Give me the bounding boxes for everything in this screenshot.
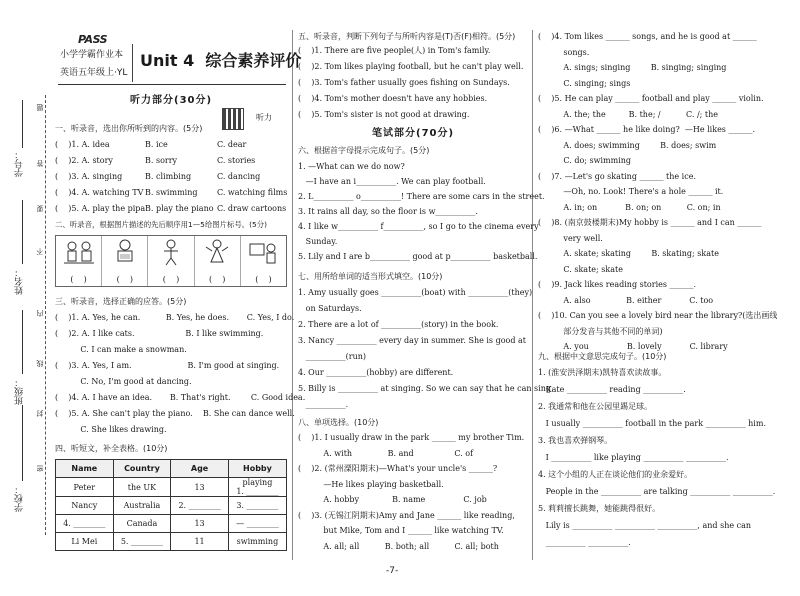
section-6-title: 六、根据首字母提示完成句子。(5分) <box>298 146 430 155</box>
class-field[interactable] <box>22 310 23 374</box>
table-cell[interactable]: 5. ________ <box>113 533 171 551</box>
question-line: 1. (淮安洪泽期末)凯特喜欢读故事。 <box>538 368 667 377</box>
name-field[interactable] <box>22 200 23 264</box>
kids-drawing-icon <box>62 238 96 268</box>
school-label: 学校： <box>15 485 25 512</box>
question-line: ( )2. (常州溧阳期末)—What's your uncle's ______? <box>298 464 498 473</box>
question-line: ( )1. A. Yes, he can. B. Yes, he does. C. Yes, I do. <box>55 313 295 322</box>
option-b: B. play the piano <box>145 204 214 213</box>
picture-4 <box>195 236 241 286</box>
question-line: 2. There are a lot of __________(story) in the book. <box>298 320 499 329</box>
question-line: I usually __________ football in the park __________ him. <box>538 419 766 428</box>
girl-dancing-icon <box>200 238 234 268</box>
question-line: ( )4. Tom likes ______ songs, and he is good at ______ <box>538 32 757 41</box>
table-cell[interactable]: 3. ________ <box>228 497 286 515</box>
table-cell[interactable]: — ________ <box>228 515 286 533</box>
picture-blank[interactable]: ( ) <box>255 274 272 284</box>
option-b: B. ice <box>145 140 168 149</box>
table-cell: Li Mei <box>56 533 114 551</box>
table-row <box>56 533 287 551</box>
question-line: 3. Nancy __________ every day in summer. She is good at <box>298 336 526 345</box>
table-row <box>56 497 287 515</box>
question-line: __________. <box>298 400 349 409</box>
header-rule <box>58 84 286 85</box>
question-line: 5. 莉莉擅长跳舞，她能跳得很好。 <box>538 504 661 513</box>
table-cell: 13 <box>171 478 229 497</box>
question-line: A. hobby B. name C. job <box>298 495 487 504</box>
question-line: 3. It rains all day, so the floor is w__________. <box>298 207 478 216</box>
option-b: B. climbing <box>145 172 192 181</box>
question-line: 4. 这个小组的人正在谈论他们的业余爱好。 <box>538 470 693 479</box>
column-header: Name <box>56 460 114 478</box>
question-line: but Mike, Tom and I ______ like watching TV. <box>298 526 504 535</box>
section-3-title: 三、听录音，选择正确的应答。(5分) <box>55 297 187 306</box>
option-c: C. dancing <box>217 172 261 181</box>
question-line: —Oh, no. Look! There's a hole ______ it. <box>538 187 724 196</box>
table-row <box>56 478 287 497</box>
option-c: C. dear <box>217 140 247 149</box>
margin-char: 答 <box>36 160 44 167</box>
table-cell: Australia <box>113 497 171 515</box>
picture-3 <box>148 236 194 286</box>
question-line: songs. <box>538 47 590 57</box>
picture-blank[interactable]: ( ) <box>162 274 180 284</box>
question-line: People in the __________ are talking __________ __________. <box>538 487 776 496</box>
table-cell: 13 <box>171 515 229 533</box>
option-n: ( )4. A. watching TV <box>55 188 144 197</box>
unit-title: Unit 4 综合素养评价 <box>140 51 302 70</box>
question-line: ( )3. (无锡江阴期末)Amy and Jane ______ like reading, <box>298 510 515 520</box>
table-cell: swimming <box>228 533 286 551</box>
watching-tv-icon <box>246 238 280 268</box>
class-label: 班级： <box>15 378 25 405</box>
boy-reading-icon <box>108 238 142 268</box>
question-line: A. all; all B. both; all C. all; both <box>298 541 499 551</box>
question-line: ( )6. —What ______ he like doing? —He likes ______. <box>538 125 755 134</box>
option-c: C. stories <box>217 156 256 165</box>
listening-section-title: 听力部分(30分) <box>130 95 213 106</box>
question-line: 1. —What can we do now? <box>298 162 405 171</box>
question-line: —He likes playing basketball. <box>298 479 444 489</box>
option-n: ( )3. A. singing <box>55 172 123 181</box>
question-line: C. She likes drawing. <box>55 425 167 434</box>
table-cell[interactable]: 4. ________ <box>56 515 114 533</box>
section-2-title: 二、听录音，根据图片描述的先后顺序用1—5给图片标号。(5分) <box>55 220 268 229</box>
question-line: __________ __________. <box>538 538 631 547</box>
question-line: A. you B. lovely C. library <box>538 342 728 351</box>
name-label: 姓名： <box>15 268 25 295</box>
question-line: ( )10. Can you see a lovely bird near the library?(选出画线 <box>538 311 778 320</box>
hobby-table <box>55 459 287 551</box>
question-line: A. the; the B. the; / C. /; the <box>538 109 719 119</box>
question-line: ( )3. A. Yes, I am. B. I'm good at singing. <box>55 361 280 370</box>
question-line: Lily is __________ __________ __________, and she can <box>538 521 752 530</box>
student-number-field[interactable] <box>22 100 23 148</box>
grade-label: 英语五年级上·YL <box>60 68 128 78</box>
student-number-label: 学号： <box>15 150 25 177</box>
column-header: Country <box>113 460 171 478</box>
margin-char: 内 <box>36 310 44 317</box>
question-line: A. does; swimming B. does; swim <box>538 140 717 150</box>
series-name: 小学学霸作业本 <box>60 50 124 60</box>
margin-char: 不 <box>36 248 44 255</box>
section-9-title: 九、根据中文意思完成句子。(10分) <box>538 352 667 361</box>
option-n: ( )1. A. idea <box>55 140 110 149</box>
table-body <box>56 478 287 551</box>
table-cell[interactable]: 2. ________ <box>171 497 229 515</box>
question-line: C. I can make a snowman. <box>55 345 187 354</box>
question-line: 2. L__________ o__________! There are some cars in the street. <box>298 192 545 201</box>
cut-line <box>45 95 46 535</box>
question-line: ( )4. Tom's mother doesn't have any hobbies. <box>298 94 488 103</box>
question-line: ( )8. (南京鼓楼期末)My hobby is ______ and I can ______ <box>538 218 762 227</box>
picture-blank[interactable]: ( ) <box>116 274 134 284</box>
qr-code-icon[interactable] <box>222 108 244 130</box>
question-line: Sunday. <box>298 237 338 246</box>
page-number: -7- <box>386 566 399 576</box>
table-cell: 11 <box>171 533 229 551</box>
table-header-row <box>56 460 287 478</box>
question-line: ( )1. There are five people(人) in Tom's family. <box>298 46 491 55</box>
question-line: 4. I like w__________ f__________, so I go to the cinema every <box>298 222 539 231</box>
section-7-title: 七、用所给单词的适当形式填空。(10分) <box>298 272 443 281</box>
question-line: 5. Billy is __________ at singing. So we can say that he can sing <box>298 384 551 393</box>
table-cell: Canada <box>113 515 171 533</box>
picture-blank[interactable]: ( ) <box>209 274 226 284</box>
question-line: ( )2. Tom likes playing football, but he can't play well. <box>298 62 524 71</box>
boy-swimming-icon <box>154 238 188 268</box>
margin-char: 线 <box>36 360 44 367</box>
margin-char: 封 <box>36 410 44 417</box>
section-1-title: 一、听录音，选出你所听到的内容。(5分) <box>55 124 203 133</box>
table-cell: the UK <box>113 478 171 497</box>
question-line: 2. 我通常和他在公园里踢足球。 <box>538 402 653 411</box>
question-line: C. singing; sings <box>538 78 631 88</box>
option-c: C. draw cartoons <box>217 204 287 213</box>
question-line: A. sings; singing B. singing; singing <box>538 63 727 72</box>
question-line: A. with B. and C. of <box>298 448 474 458</box>
option-b: B. swimming <box>145 188 198 197</box>
question-line: ( )7. —Let's go skating ______ the ice. <box>538 171 696 181</box>
margin-char: 要 <box>36 205 44 212</box>
question-line: Kate __________ reading __________. <box>538 385 686 394</box>
binding-margin <box>0 0 52 596</box>
question-line: 1. Amy usually goes __________(boat) with __________(they) <box>298 288 533 297</box>
section-5-title: 五、听录音，判断下列句子与所听内容是(T)否(F)相符。(5分) <box>298 32 516 41</box>
question-line: 4. Our __________(hobby) are different. <box>298 368 454 377</box>
question-line: ( )1. I usually draw in the park ______ my brother Tim. <box>298 433 525 442</box>
question-line: A. in; on B. on; on C. on; in <box>538 202 721 212</box>
table-cell: Peter <box>56 478 114 497</box>
question-line: C. do; swimming <box>538 156 632 165</box>
column-divider <box>292 30 293 560</box>
table-row <box>56 515 287 533</box>
question-line: —I have an i__________. We can play football. <box>298 177 486 186</box>
column-header: Hobby <box>228 460 286 478</box>
question-line: C. No, I'm good at dancing. <box>55 377 192 386</box>
question-line: on Saturdays. <box>298 304 362 313</box>
question-line: ( )2. A. I like cats. B. I like swimming. <box>55 329 264 338</box>
picture-blank[interactable]: ( ) <box>70 274 87 284</box>
question-line: __________(run) <box>298 352 366 361</box>
question-line: ( )5. He can play ______ football and play ______ violin. <box>538 94 764 103</box>
question-line: I __________ like playing __________ __________. <box>538 453 729 462</box>
picture-5 <box>241 236 286 286</box>
question-line: ( )9. Jack likes reading stories ______. <box>538 280 697 289</box>
option-c: C. watching films <box>217 188 288 197</box>
question-line: 5. Lily and I are b__________ good at p__________ basketball. <box>298 252 538 261</box>
column-header: Age <box>171 460 229 478</box>
pass-logo: PASS <box>78 33 108 46</box>
option-n: ( )5. A. play the pipa <box>55 204 146 213</box>
table-cell[interactable]: playing 1. ________ <box>228 478 286 497</box>
margin-char: 密 <box>36 465 44 472</box>
question-line: ( )5. A. She can't play the piano. B. She can dance well. <box>55 409 295 418</box>
question-line: 3. 我也喜欢弹钢琴。 <box>538 436 613 445</box>
picture-strip <box>55 235 287 287</box>
question-line: ( )5. Tom's sister is not good at drawing. <box>298 110 470 119</box>
question-line: very well. <box>538 233 603 243</box>
margin-char: 题 <box>36 104 44 111</box>
table-cell: Nancy <box>56 497 114 515</box>
question-line: C. skate; skate <box>538 264 623 274</box>
question-line: ( )3. Tom's father usually goes fishing on Sundays. <box>298 78 510 87</box>
school-field[interactable] <box>22 405 23 481</box>
option-b: B. sorry <box>145 156 178 165</box>
section-4-title: 四、听短文，补全表格。(10分) <box>55 444 168 453</box>
question-line: A. also B. either C. too <box>538 295 714 305</box>
question-line: A. skate; skating B. skating; skate <box>538 249 719 258</box>
written-section-title: 笔试部分(70分) <box>372 128 455 139</box>
picture-1 <box>56 236 102 286</box>
question-line: 部分发音与其他不同的单词) <box>538 326 663 336</box>
question-line: ( )4. A. I have an idea. B. That's right. C. Good idea. <box>55 393 306 402</box>
picture-2 <box>102 236 148 286</box>
section-8-title: 八、单项选择。(10分) <box>298 418 379 427</box>
qr-listen-label: 听力 <box>256 113 272 122</box>
option-n: ( )2. A. story <box>55 156 113 165</box>
